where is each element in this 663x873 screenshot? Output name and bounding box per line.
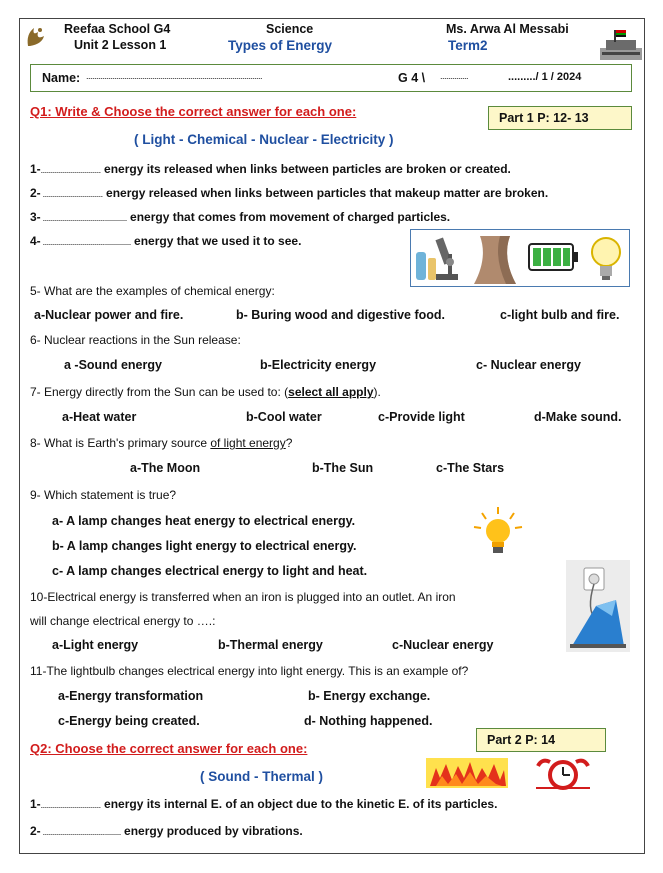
q8-option-b[interactable]: b-The Sun [312,461,374,475]
part1-badge: Part 1 P: 12- 13 [488,106,632,130]
battery-icon [528,243,580,276]
q11-stem: 11-The lightbulb changes electrical energy into light energy. This is an example of? [30,664,469,678]
q10-option-a[interactable]: a-Light energy [52,638,139,652]
grade-label: G 4 \ [398,71,426,85]
q1-blank-3: 3- .......................................... energy that comes from movement of charged particles. [30,210,451,224]
teacher-name: Ms. Arwa Al Messabi [446,22,569,36]
school-logo-icon [24,24,48,55]
q9-option-a[interactable]: a- A lamp changes heat energy to electrical energy. [52,514,356,528]
q10-stem-line1: 10-Electrical energy is transferred when an iron is plugged into an outlet. An iron [30,590,456,604]
q10-option-c[interactable]: c-Nuclear energy [392,638,494,652]
q8-stem: 8- What is Earth's primary source of light energy? [30,436,293,450]
q2-word-bank: ( Sound - Thermal ) [200,769,323,784]
grade-field[interactable]: .............. [440,71,469,81]
q6-option-b[interactable]: b-Electricity energy [260,358,377,372]
q2-blank-2: 2- ....................................... energy produced by vibrations. [30,824,303,838]
q5-option-c[interactable]: c-light bulb and fire. [500,308,620,322]
q10-stem-line2: will change electrical energy to ….: [30,614,216,628]
q10-option-b[interactable]: b-Thermal energy [218,638,323,652]
fire-icon [426,758,508,793]
alarm-clock-icon [532,758,594,795]
term: Term2 [448,38,488,53]
q11-option-d[interactable]: d- Nothing happened. [304,714,433,728]
q5-option-a[interactable]: a-Nuclear power and fire. [34,308,184,322]
q2-blank-1: 1-.............................. energy its internal E. of an object due to the kinetic E. of its particles. [30,797,498,811]
q7-option-d[interactable]: d-Make sound. [534,410,622,424]
q9-option-c[interactable]: c- A lamp changes electrical energy to light and heat. [52,564,368,578]
iron-icon [566,560,630,657]
date-field[interactable]: ........./ 1 / 2024 [508,71,582,83]
cooling-tower-icon [466,232,524,289]
unit-lesson: Unit 2 Lesson 1 [74,38,167,52]
q6-option-c[interactable]: c- Nuclear energy [476,358,581,372]
q1-blank-2: 2- .............................. energy released when links between particles that makeup matter are broken. [30,186,549,200]
q7-option-b[interactable]: b-Cool water [246,410,322,424]
part2-badge: Part 2 P: 14 [476,728,606,752]
q5-stem: 5- What are the examples of chemical energy: [30,284,275,298]
q7-stem: 7- Energy directly from the Sun can be used to: (select all apply). [30,385,381,399]
q7-option-c[interactable]: c-Provide light [378,410,465,424]
school-name: Reefaa School G4 [64,22,171,36]
q6-option-a[interactable]: a -Sound energy [64,358,162,372]
q2-title: Q2: Choose the correct answer for each one: [30,741,308,756]
q11-option-b[interactable]: b- Energy exchange. [308,689,431,703]
topic-title: Types of Energy [228,38,333,53]
flag-building-icon [600,26,642,65]
microscope-icon [414,232,462,289]
q1-word-bank: ( Light - Chemical - Nuclear - Electricity ) [134,132,394,147]
subject: Science [266,22,314,36]
q1-blank-4: 4- ............................................ energy that we used it to see. [30,234,302,248]
glowing-bulb-icon [470,505,526,562]
q8-option-c[interactable]: c-The Stars [436,461,505,475]
q8-option-a[interactable]: a-The Moon [130,461,201,475]
q1-title: Q1: Write & Choose the correct answer for each one: [30,104,357,119]
q9-stem: 9- Which statement is true? [30,488,177,502]
q11-option-c[interactable]: c-Energy being created. [58,714,200,728]
q11-option-a[interactable]: a-Energy transformation [58,689,204,703]
light-bulb-icon [590,236,622,287]
q6-stem: 6- Nuclear reactions in the Sun release: [30,333,241,347]
q7-option-a[interactable]: a-Heat water [62,410,137,424]
name-field[interactable]: ........................................................................................ [86,71,263,81]
q1-blank-1: 1-.............................. energy its released when links between particles are broken or created. [30,162,511,176]
name-label: Name: [42,71,81,85]
q9-option-b[interactable]: b- A lamp changes light energy to electrical energy. [52,539,357,553]
q5-option-b[interactable]: b- Buring wood and digestive food. [236,308,446,322]
